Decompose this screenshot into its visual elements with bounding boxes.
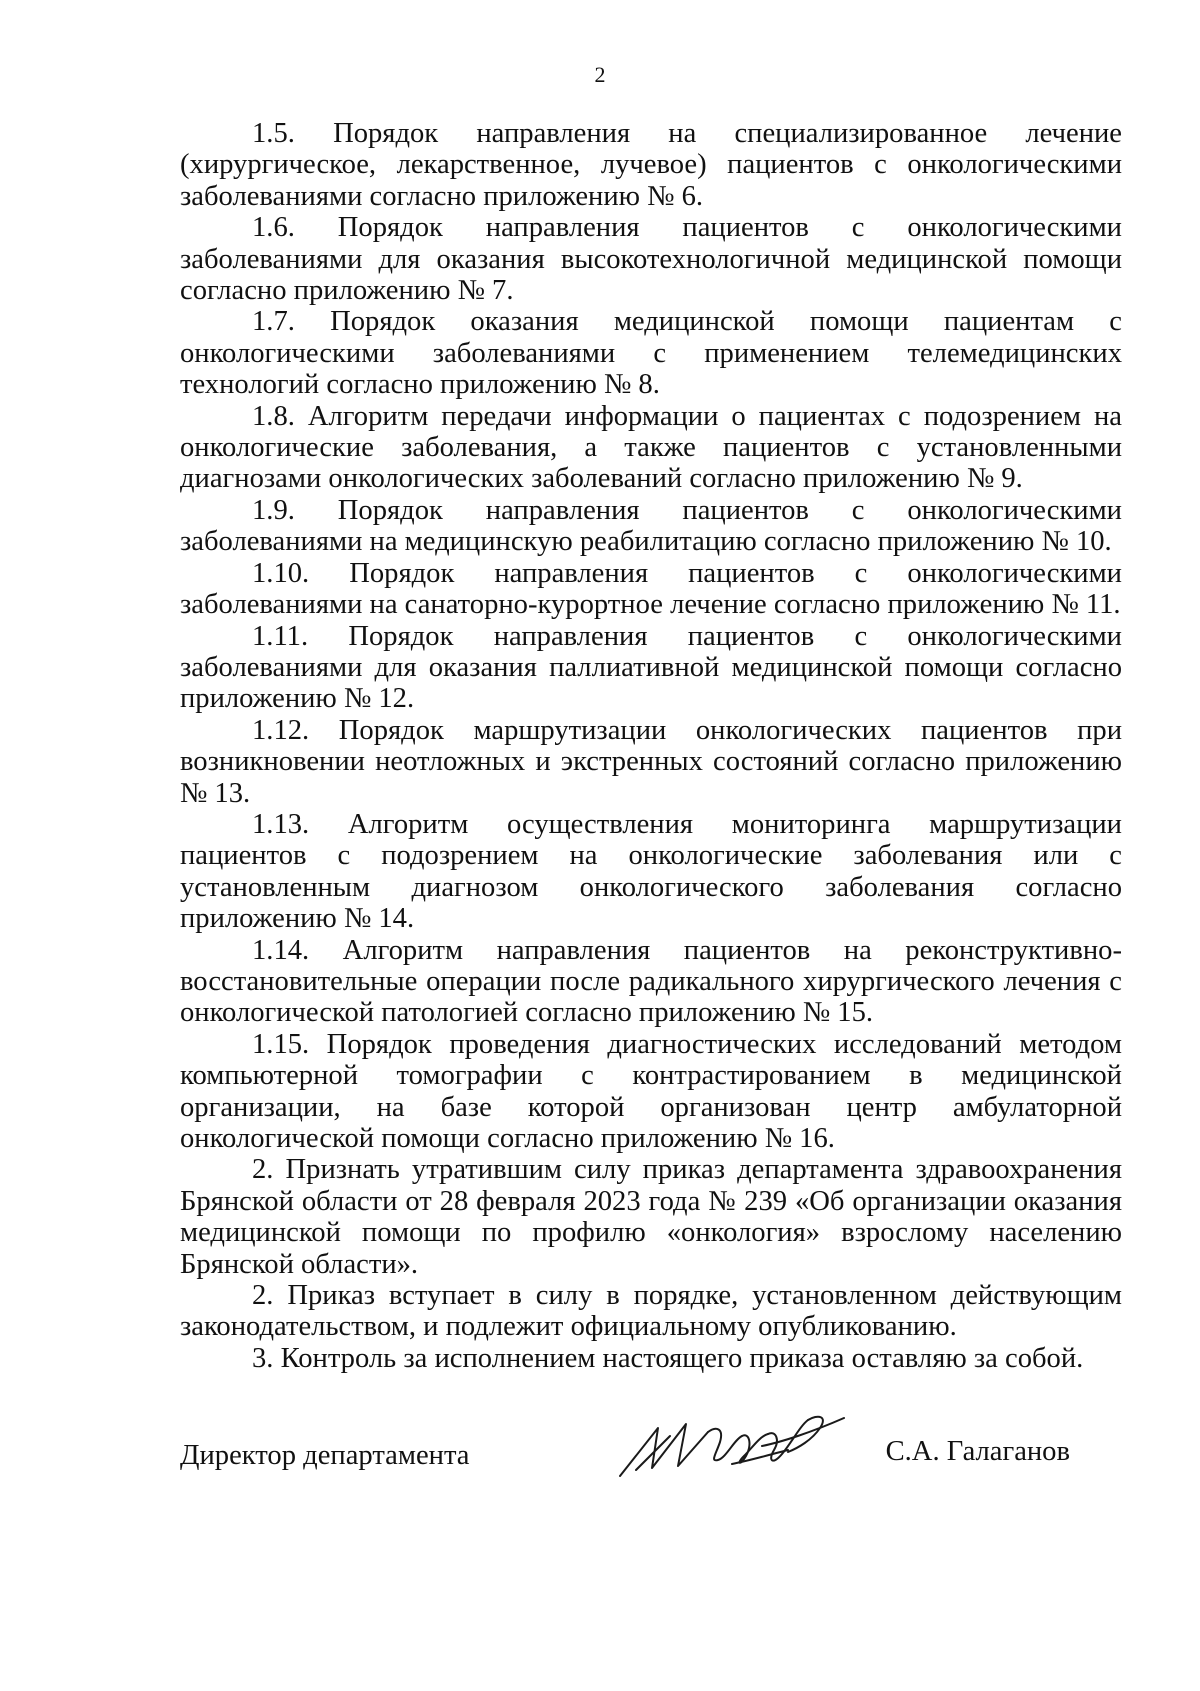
paragraph-2-effect: 2. Приказ вступает в силу в порядке, установленном действующим законодательством, и подлежит официальному опубликованию. xyxy=(180,1280,1122,1343)
signatory-name: С.А. Галаганов xyxy=(885,1436,1070,1467)
signatory-position: Директор департамента xyxy=(180,1440,470,1471)
paragraph-1-9: 1.9. Порядок направления пациентов с онкологическими заболеваниями на медицинскую реабилитацию согласно приложению № 10. xyxy=(180,494,1122,558)
paragraph-1-13: 1.13. Алгоритм осуществления мониторинга маршрутизации пациентов с подозрением на онкологические заболевания или с установленным диагнозом онкологического заболевания согласно приложению № 14. xyxy=(180,808,1122,935)
signature-block xyxy=(180,1406,1122,1486)
paragraph-1-8: 1.8. Алгоритм передачи информации о пациентах с подозрением на онкологические заболевания, а также пациентов с установленными диагнозами онкологических заболеваний согласно приложению № 9. xyxy=(180,400,1122,495)
paragraph-3-control: 3. Контроль за исполнением настоящего приказа оставляю за собой. xyxy=(252,1342,1084,1374)
paragraph-1-11: 1.11. Порядок направления пациентов с онкологическими заболеваниями для оказания паллиативной медицинской помощи согласно приложению № 12. xyxy=(180,620,1122,715)
paragraph-1-10: 1.10. Порядок направления пациентов с онкологическими заболеваниями на санаторно-курортное лечение согласно приложению № 11. xyxy=(180,557,1122,621)
paragraph-1-12: 1.12. Порядок маршрутизации онкологических пациентов при возникновении неотложных и экстренных состояний согласно приложению № 13. xyxy=(180,714,1122,809)
page-number: 2 xyxy=(594,62,606,87)
paragraph-1-14: 1.14. Алгоритм направления пациентов на реконструктивно-восстановительные операции после радикального хирургического лечения с онкологической патологией согласно приложению № 15. xyxy=(180,934,1122,1029)
paragraph-1-7: 1.7. Порядок оказания медицинской помощи пациентам с онкологическими заболеваниями с применением телемедицинских технологий согласно приложению № 8. xyxy=(180,306,1122,401)
paragraph-1-15: 1.15. Порядок проведения диагностических исследований методом компьютерной томографии с контрастированием в медицинской организации, на базе которой организован центр амбулаторной онкологической помощи согласно приложению № 16. xyxy=(180,1028,1122,1154)
paragraph-1-5: 1.5. Порядок направления на специализированное лечение (хирургическое, лекарственное, лучевое) пациентов с онкологическими заболеваниями согласно приложению № 6. xyxy=(180,118,1122,212)
document-body xyxy=(180,118,1122,1374)
paragraph-2-repeal: 2. Признать утратившим силу приказ департамента здравоохранения Брянской области от 28 февраля 2023 года № 239 «Об организации оказания медицинской помощи по профилю «онкология» взрослому населению Брянской области». xyxy=(180,1154,1122,1280)
handwritten-signature-icon xyxy=(612,1406,852,1486)
paragraph-1-6: 1.6. Порядок направления пациентов с онкологическими заболеваниями для оказания высокотехнологичной медицинской помощи согласно приложению № 7. xyxy=(180,212,1122,307)
